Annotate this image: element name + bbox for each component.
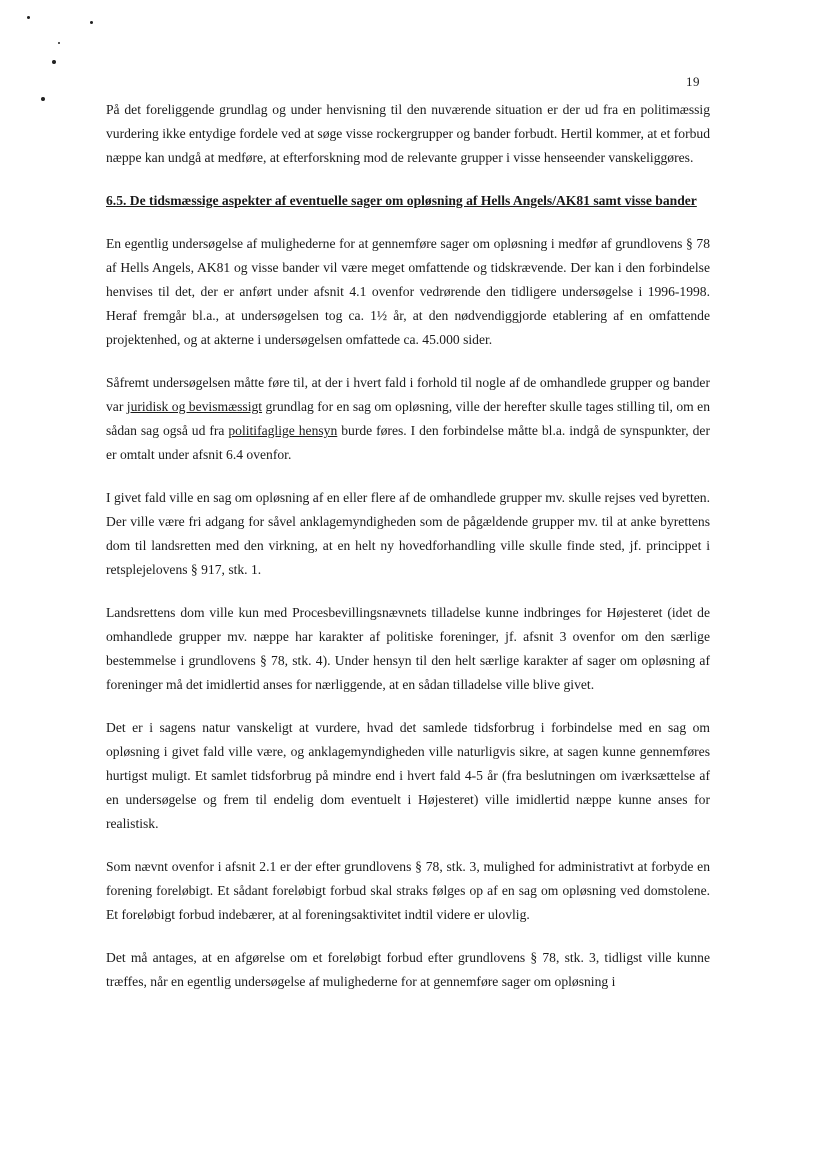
paragraph-police-assessment: På det foreliggende grundlag og under henvisning til den nuværende situation er der ud fra en politimæssig vurdering ikke entydige fordele ved at søge visse rockergrupper og bander forbudt. Hertil kommer, at et forbud næppe kan undgå at medføre, at efterforskning mod de relevante grupper i visse henseender vanskeliggøres. — [106, 102, 710, 165]
underlined-phrase-legal: juridisk og bevismæssigt — [126, 399, 263, 414]
scan-speck — [52, 60, 56, 64]
paragraph-supreme-court: Landsrettens dom ville kun med Procesbevillingsnævnets tilladelse kunne indbringes for Højesteret (idet de omhandlede grupper mv. næppe har karakter af politiske foreninger, jf. afsnit 3 ovenfor om den særlige bestemmelse i grundlovens § 78, stk. 4). Under hensyn til den helt særlige karakter af sager om opløsning af foreninger må det imidlertid anses for nærliggende, at en sådan tilladelse ville blive givet. — [106, 605, 710, 692]
scan-speck — [58, 42, 60, 44]
paragraph-legal-basis — [106, 371, 710, 467]
scan-speck — [41, 97, 45, 101]
paragraph-provisional-decision: Det må antages, at en afgørelse om et foreløbigt forbud efter grundlovens § 78, stk. 3, tidligst ville kunne træffes, når en egentlig undersøgelse af mulighederne for at gennemføre sager om opløsning i — [106, 950, 710, 989]
scan-speck — [90, 21, 93, 24]
scan-speck — [27, 16, 30, 19]
underlined-phrase-police: politifaglige hensyn — [228, 423, 338, 438]
paragraph-investigation-scope: En egentlig undersøgelse af mulighederne for at gennemføre sager om opløsning i medfør af grundlovens § 78 af Hells Angels, AK81 og visse bander vil være meget omfattende og tidskrævende. Der kan i den forbindelse henvises til det, der er anført under afsnit 4.1 ovenfor vedrørende den tidligere undersøgelse i 1996-1998. Heraf fremgår bl.a., at undersøgelsen tog ca. 1½ år, at den nødvendiggjorde etablering af en omfattende projektenhed, og at akterne i undersøgelsen omfattede ca. 45.000 sider. — [106, 236, 710, 347]
document-body — [106, 98, 710, 994]
paragraph-text: Såfremt undersøgelsen måtte føre til, at der i hvert fald i forhold til nogle af de omhandlede grupper og bander var — [106, 375, 710, 414]
page-number: 19 — [686, 74, 700, 89]
paragraph-provisional-ban: Som nævnt ovenfor i afsnit 2.1 er der efter grundlovens § 78, stk. 3, mulighed for administrativt at forbyde en forening foreløbigt. Et sådant foreløbigt forbud skal straks følges op af en sag om opløsning ved domstolene. Et foreløbigt forbud indebærer, at al foreningsaktivitet indtil videre er ulovlig. — [106, 859, 710, 922]
paragraph-time-estimate: Det er i sagens natur vanskeligt at vurdere, hvad det samlede tidsforbrug i forbindelse med en sag om opløsning i givet fald ville være, og anklagemyndigheden ville naturligvis sikre, at sagen kunne gennemføres hurtigst muligt. Et samlet tidsforbrug på mindre end i hvert fald 4-5 år (fra beslutningen om iværksættelse af en undersøgelse og frem til endelig dom eventuelt i Højesteret) ville imidlertid næppe kunne anses for realistisk. — [106, 720, 710, 831]
section-heading-6-5: 6.5. De tidsmæssige aspekter af eventuelle sager om opløsning af Hells Angels/AK81 samt visse bander — [106, 193, 697, 208]
paragraph-text: burde føres. I den forbindelse måtte bl.a. indgå de synspunkter, der er omtalt under afsnit 6.4 ovenfor. — [106, 423, 710, 462]
paragraph-text: grundlag for en sag om opløsning, ville der herefter skulle tages stilling til, om en sådan sag også ud fra — [106, 399, 710, 438]
paragraph-court-procedure: I givet fald ville en sag om opløsning af en eller flere af de omhandlede grupper mv. skulle rejses ved byretten. Der ville være fri adgang for såvel anklagemyndigheden som de pågældende grupper mv. til at anke byrettens dom til landsretten med den virkning, at en helt ny hovedforhandling ville skulle finde sted, jf. princippet i retsplejelovens § 917, stk. 1. — [106, 490, 710, 577]
